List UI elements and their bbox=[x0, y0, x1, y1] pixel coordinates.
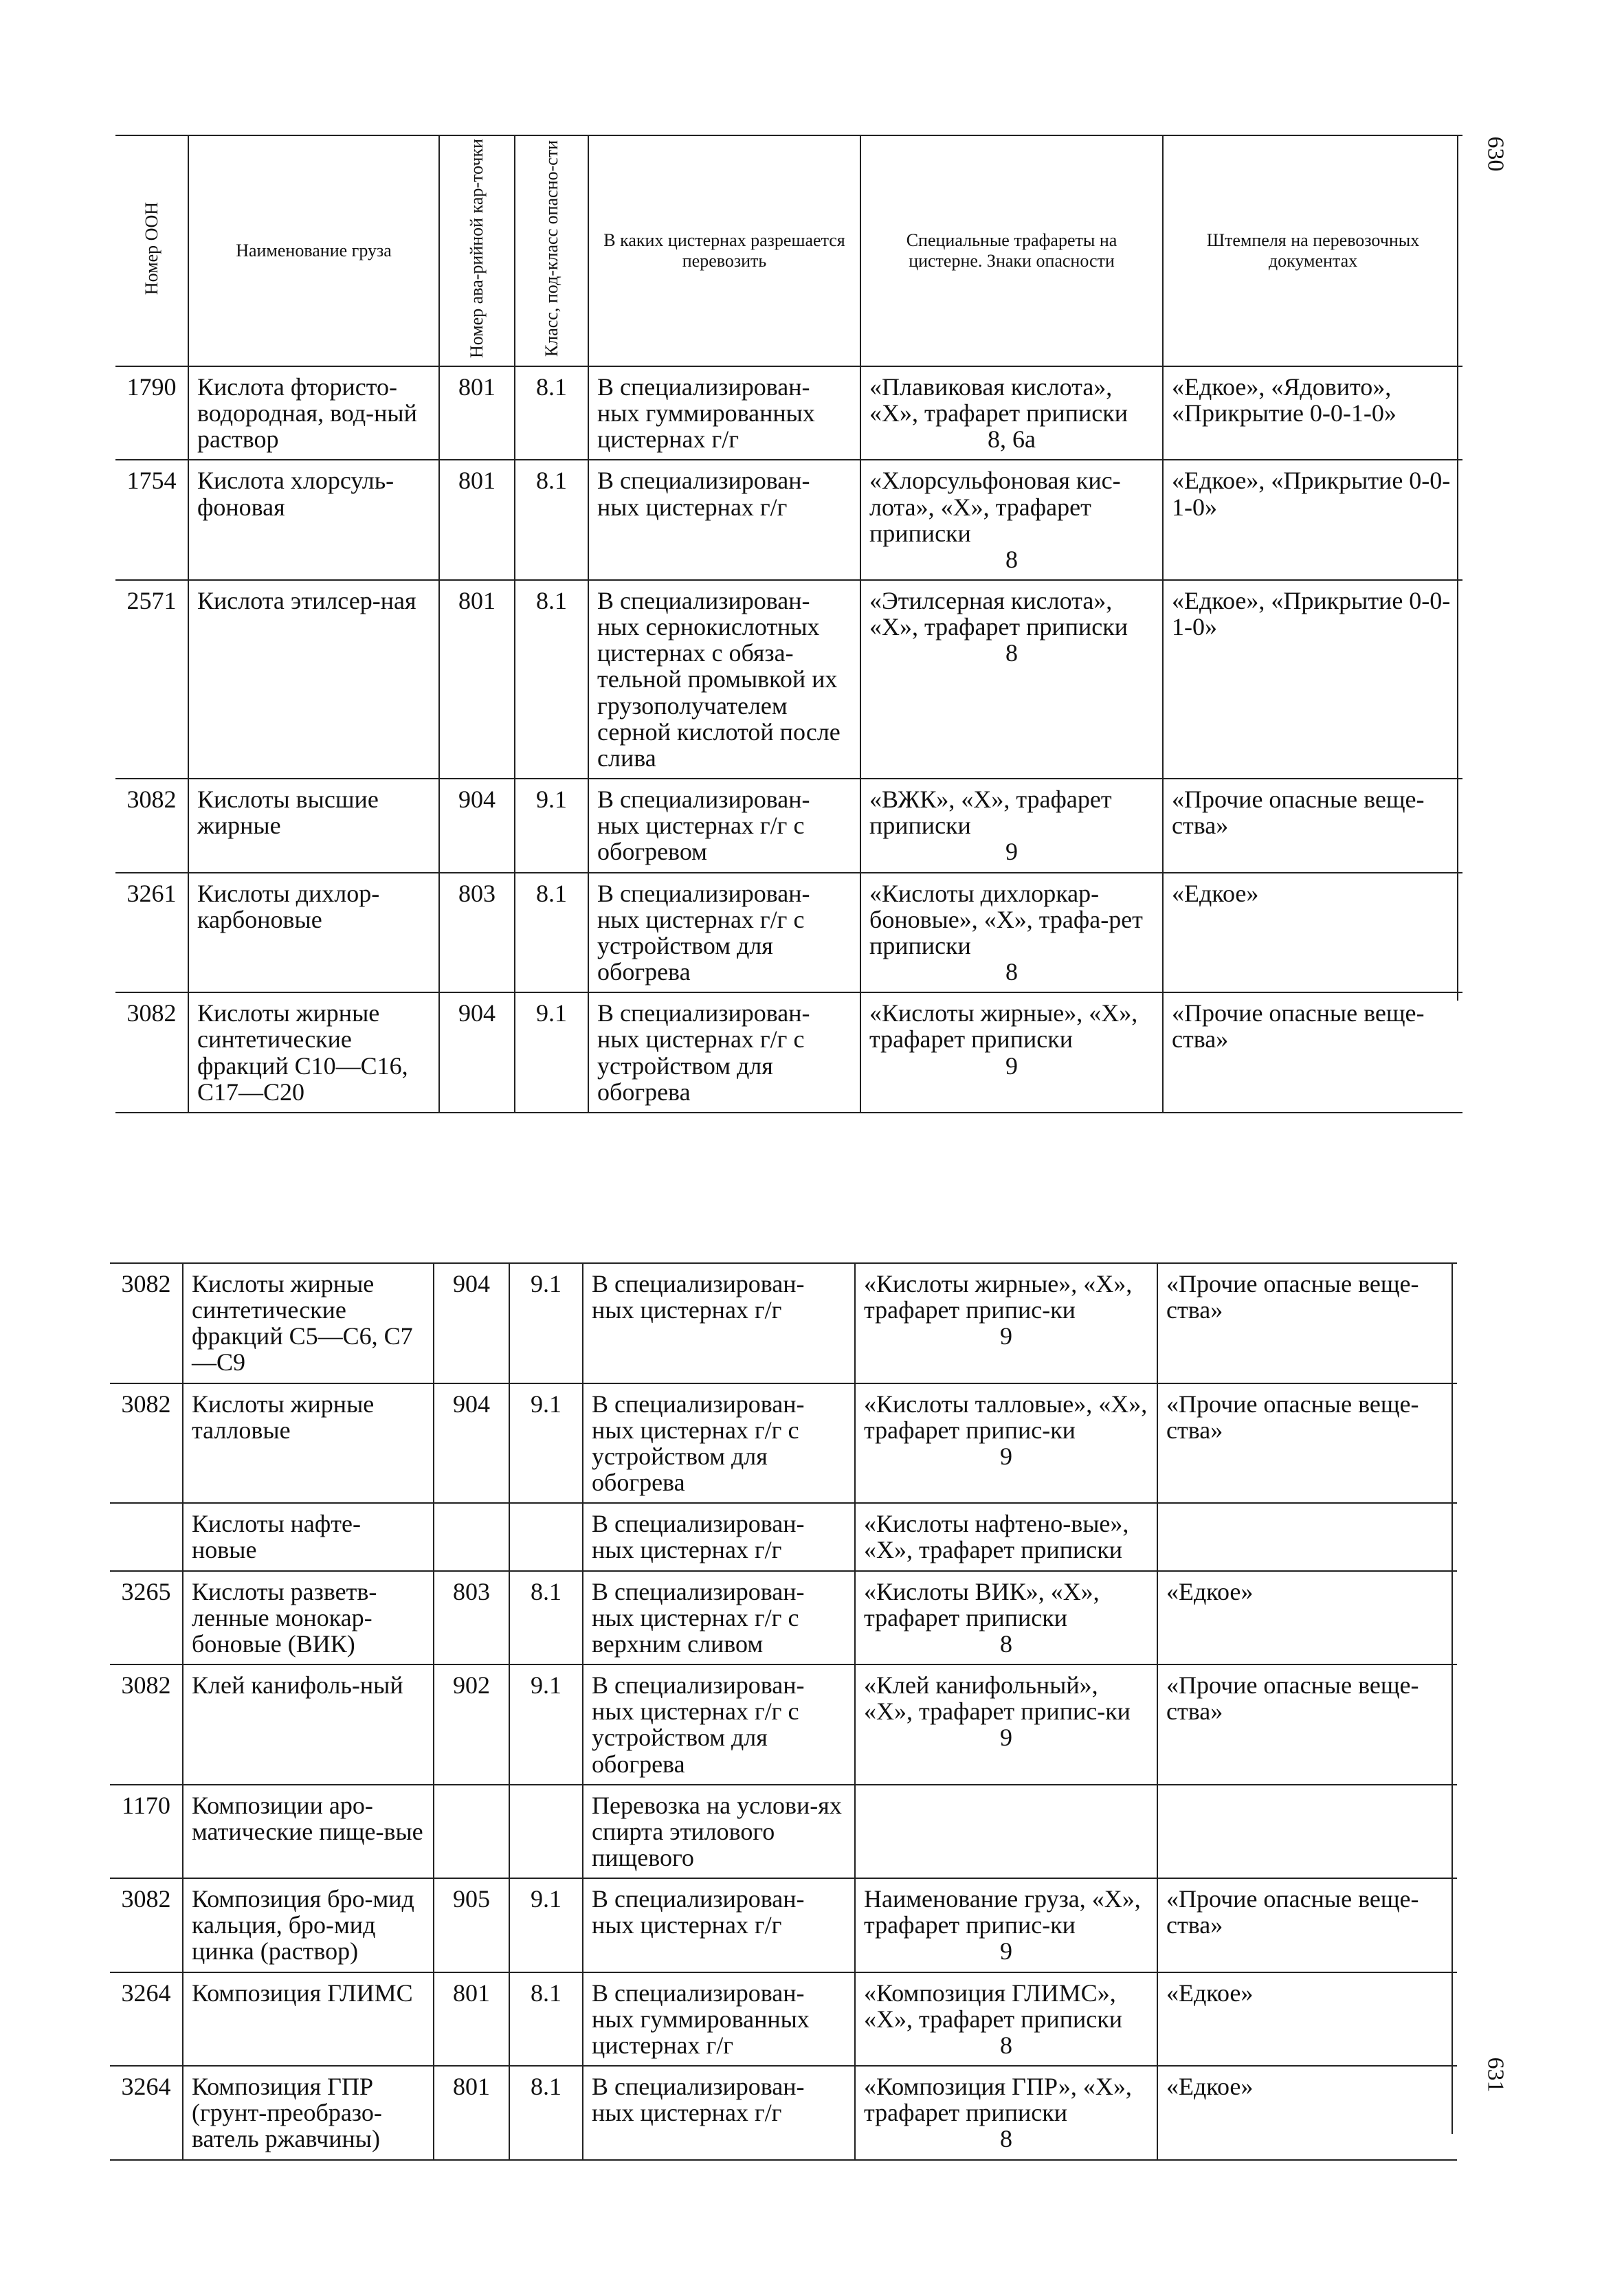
cell-stamp: «Едкое» bbox=[1157, 1571, 1457, 1664]
cell-stencil bbox=[860, 580, 1163, 779]
stencil-text: «Кислоты нафтено-вые», «Х», трафарет приписки bbox=[864, 1510, 1129, 1564]
stencil-text: «ВЖК», «Х», трафарет приписки bbox=[869, 786, 1112, 840]
cargo-table-lower bbox=[110, 1262, 1457, 2161]
cell-cargo-name: Кислоты высшие жирные bbox=[188, 779, 439, 872]
stencil-text: «Кислоты дихлоркар-боновые», «Х», трафа-рет приписки bbox=[869, 879, 1143, 959]
table-row bbox=[110, 1785, 1457, 1878]
cell-un-number: 3082 bbox=[110, 1263, 183, 1383]
cell-emergency-card bbox=[434, 1503, 509, 1570]
cell-emergency-card: 904 bbox=[439, 992, 515, 1113]
cell-emergency-card: 904 bbox=[434, 1383, 509, 1504]
cell-hazard-class: 9.1 bbox=[509, 1878, 583, 1972]
cell-hazard-class: 9.1 bbox=[515, 779, 588, 872]
hazard-sign: 8 bbox=[1005, 545, 1018, 573]
cell-cargo-name: Кислоты дихлор-карбоновые bbox=[188, 873, 439, 993]
stencil-text: «Композиция ГЛИМС», «Х», трафарет приписки bbox=[864, 1979, 1122, 2033]
cell-stamp: «Прочие опасные веще-ства» bbox=[1157, 1263, 1457, 1383]
cell-tanks: В специализирован-ных цистернах г/г bbox=[583, 2066, 855, 2159]
cell-tanks: В специализирован-ных цистернах г/г bbox=[583, 1503, 855, 1570]
cell-stamp: «Прочие опасные веще-ства» bbox=[1163, 779, 1462, 872]
table-body-lower bbox=[110, 1263, 1457, 2160]
header-tanks: В каких цистернах разрешается перевозить bbox=[588, 135, 860, 366]
cell-un-number: 3082 bbox=[115, 779, 188, 872]
cell-tanks: В специализирован-ных сернокислотных цистернах с обяза-тельной промывкой их грузополучателем серной кислотой после слива bbox=[588, 580, 860, 779]
header-cargo-name: Наименование груза bbox=[188, 135, 439, 366]
cell-stencil bbox=[855, 1972, 1157, 2066]
cell-stencil bbox=[855, 1503, 1157, 1570]
hazard-sign: 9 bbox=[1000, 1442, 1012, 1470]
page-number-bottom: 631 bbox=[1482, 2057, 1509, 2093]
header-stamps: Штемпеля на перевозочных документах bbox=[1163, 135, 1462, 366]
stencil-text: Наименование груза, «Х», трафарет припис-ки bbox=[864, 1885, 1141, 1939]
cell-cargo-name: Композиции аро-матические пище-вые bbox=[183, 1785, 434, 1878]
cell-stencil bbox=[855, 1785, 1157, 1878]
stencil-text: «Композиция ГПР», «Х», трафарет приписки bbox=[864, 2073, 1132, 2127]
cell-hazard-class: 8.1 bbox=[509, 2066, 583, 2159]
cell-stencil bbox=[855, 1383, 1157, 1504]
cell-stamp: «Едкое» bbox=[1163, 873, 1462, 993]
cell-stamp bbox=[1157, 1785, 1457, 1878]
cell-un-number: 1754 bbox=[115, 460, 188, 580]
cell-hazard-class: 9.1 bbox=[509, 1263, 583, 1383]
table-row bbox=[110, 1503, 1457, 1570]
cell-cargo-name: Кислоты жирные синтетические фракций C5—C6, C7—C9 bbox=[183, 1263, 434, 1383]
hazard-sign: 9 bbox=[1005, 838, 1018, 866]
table-row bbox=[110, 1383, 1457, 1504]
stencil-text: «Плавиковая кислота», «Х», трафарет приписки bbox=[869, 372, 1128, 427]
cell-tanks: В специализирован-ных цистернах г/г с устройством для обогрева bbox=[583, 1383, 855, 1504]
cell-stamp: «Прочие опасные веще-ства» bbox=[1157, 1383, 1457, 1504]
cell-emergency-card: 904 bbox=[439, 779, 515, 872]
cell-un-number: 3082 bbox=[110, 1878, 183, 1972]
cell-tanks: В специализирован-ных гуммированных цистернах г/г bbox=[588, 366, 860, 460]
hazard-sign: 8, 6а bbox=[988, 425, 1036, 454]
cell-un-number: 3082 bbox=[115, 992, 188, 1113]
cell-tanks: В специализирован-ных цистернах г/г с устройством для обогрева bbox=[588, 992, 860, 1113]
cell-tanks: В специализирован-ных цистернах г/г с устройством для обогрева bbox=[588, 873, 860, 993]
cell-stencil bbox=[855, 1664, 1157, 1785]
table-row bbox=[115, 580, 1462, 779]
cell-stamp bbox=[1157, 1503, 1457, 1570]
cell-un-number: 3264 bbox=[110, 1972, 183, 2066]
cell-un-number: 3082 bbox=[110, 1383, 183, 1504]
cell-cargo-name: Кислоты жирные синтетические фракций C10—C16, C17—C20 bbox=[188, 992, 439, 1113]
cell-stamp: «Едкое», «Прикрытие 0-0-1-0» bbox=[1163, 580, 1462, 779]
cell-stamp: «Прочие опасные веще-ства» bbox=[1157, 1664, 1457, 1785]
cell-cargo-name: Клей канифоль-ный bbox=[183, 1664, 434, 1785]
hazard-sign: 8 bbox=[1000, 1629, 1012, 1658]
table-row bbox=[115, 779, 1462, 872]
cell-stencil bbox=[855, 1878, 1157, 1972]
cell-stencil bbox=[860, 992, 1163, 1113]
cell-emergency-card: 801 bbox=[439, 366, 515, 460]
header-stencils: Специальные трафареты на цистерне. Знаки опасности bbox=[860, 135, 1163, 366]
cell-stamp: «Едкое», «Ядовито», «Прикрытие 0-0-1-0» bbox=[1163, 366, 1462, 460]
hazard-sign: 9 bbox=[1000, 1724, 1012, 1752]
table-row bbox=[110, 1571, 1457, 1664]
hazard-sign: 9 bbox=[1000, 1322, 1012, 1350]
cell-cargo-name: Кислота этилсер-ная bbox=[188, 580, 439, 779]
cell-un-number: 1170 bbox=[110, 1785, 183, 1878]
hazard-sign: 9 bbox=[1005, 1051, 1018, 1080]
cell-stencil bbox=[860, 460, 1163, 580]
cell-emergency-card: 902 bbox=[434, 1664, 509, 1785]
cell-hazard-class bbox=[509, 1503, 583, 1570]
cell-tanks: В специализирован-ных цистернах г/г bbox=[583, 1878, 855, 1972]
table-header bbox=[115, 135, 1462, 366]
cell-cargo-name: Кислоты нафте-новые bbox=[183, 1503, 434, 1570]
stencil-text: «Кислоты жирные», «Х», трафарет припис-ки bbox=[864, 1270, 1133, 1324]
header-hazard-class: Класс, под-класс опасно-сти bbox=[515, 135, 588, 366]
cell-hazard-class bbox=[509, 1785, 583, 1878]
cell-un-number: 3261 bbox=[115, 873, 188, 993]
cell-stencil bbox=[860, 779, 1163, 872]
cell-tanks: В специализирован-ных цистернах г/г bbox=[583, 1263, 855, 1383]
cell-hazard-class: 8.1 bbox=[515, 873, 588, 993]
cell-tanks: Перевозка на услови-ях спирта этилового пищевого bbox=[583, 1785, 855, 1878]
cell-un-number bbox=[110, 1503, 183, 1570]
hazard-sign: 9 bbox=[1000, 1937, 1012, 1965]
cell-tanks: В специализирован-ных цистернах г/г с верхним сливом bbox=[583, 1571, 855, 1664]
cell-emergency-card: 801 bbox=[434, 1972, 509, 2066]
table-row bbox=[115, 460, 1462, 580]
cell-stencil bbox=[855, 1571, 1157, 1664]
stencil-text: «Этилсерная кислота», «Х», трафарет приписки bbox=[869, 587, 1128, 641]
hazard-sign: 8 bbox=[1005, 639, 1018, 667]
cell-tanks: В специализирован-ных цистернах г/г bbox=[588, 460, 860, 580]
cell-cargo-name: Композиция ГПР (грунт-преобразо-ватель ржавчины) bbox=[183, 2066, 434, 2159]
cell-tanks: В специализирован-ных цистернах г/г с устройством для обогрева bbox=[583, 1664, 855, 1785]
cell-emergency-card: 905 bbox=[434, 1878, 509, 1972]
cell-cargo-name: Композиция бро-мид кальция, бро-мид цинка (раствор) bbox=[183, 1878, 434, 1972]
cell-stencil bbox=[860, 366, 1163, 460]
cell-stamp: «Прочие опасные веще-ства» bbox=[1157, 1878, 1457, 1972]
cell-cargo-name: Кислота фтористо-водородная, вод-ный раствор bbox=[188, 366, 439, 460]
cell-hazard-class: 9.1 bbox=[509, 1383, 583, 1504]
cargo-table-upper bbox=[115, 135, 1462, 1113]
table-row bbox=[110, 1664, 1457, 1785]
table-row bbox=[115, 366, 1462, 460]
cell-stamp: «Едкое» bbox=[1157, 1972, 1457, 2066]
cell-hazard-class: 8.1 bbox=[515, 580, 588, 779]
header-un-number: Номер ООН bbox=[115, 135, 188, 366]
hazard-sign: 8 bbox=[1000, 2125, 1012, 2153]
table-row bbox=[110, 1263, 1457, 1383]
cell-hazard-class: 9.1 bbox=[509, 1664, 583, 1785]
cell-emergency-card: 803 bbox=[434, 1571, 509, 1664]
cell-hazard-class: 8.1 bbox=[515, 366, 588, 460]
cell-hazard-class: 8.1 bbox=[509, 1571, 583, 1664]
cell-cargo-name: Кислоты жирные талловые bbox=[183, 1383, 434, 1504]
stencil-text: «Хлорсульфоновая кис-лота», «Х», трафарет приписки bbox=[869, 467, 1121, 547]
table-row bbox=[115, 873, 1462, 993]
cell-emergency-card: 801 bbox=[434, 2066, 509, 2159]
page-number-top: 630 bbox=[1482, 136, 1509, 172]
table-row bbox=[115, 992, 1462, 1113]
cell-un-number: 1790 bbox=[115, 366, 188, 460]
hazard-sign: 8 bbox=[1005, 958, 1018, 986]
cell-tanks: В специализирован-ных гуммированных цистернах г/г bbox=[583, 1972, 855, 2066]
cell-stamp: «Едкое» bbox=[1157, 2066, 1457, 2159]
table-row bbox=[110, 2066, 1457, 2159]
cell-hazard-class: 8.1 bbox=[509, 1972, 583, 2066]
cell-emergency-card bbox=[434, 1785, 509, 1878]
cell-emergency-card: 801 bbox=[439, 460, 515, 580]
cell-stencil bbox=[860, 873, 1163, 993]
cell-emergency-card: 904 bbox=[434, 1263, 509, 1383]
table-row bbox=[110, 1878, 1457, 1972]
cell-stamp: «Прочие опасные веще-ства» bbox=[1163, 992, 1462, 1113]
cell-hazard-class: 8.1 bbox=[515, 460, 588, 580]
stencil-text: «Кислоты ВИК», «Х», трафарет приписки bbox=[864, 1577, 1100, 1631]
stencil-text: «Кислоты жирные», «Х», трафарет приписки bbox=[869, 999, 1138, 1054]
header-emergency-card: Номер ава-рийной кар-точки bbox=[439, 135, 515, 366]
table-body-upper bbox=[115, 366, 1462, 1113]
cell-cargo-name: Кислоты разветв-ленные монокар-боновые (ВИК) bbox=[183, 1571, 434, 1664]
cell-emergency-card: 801 bbox=[439, 580, 515, 779]
hazard-sign: 8 bbox=[1000, 2031, 1012, 2059]
cell-stamp: «Едкое», «Прикрытие 0-0-1-0» bbox=[1163, 460, 1462, 580]
cell-un-number: 3082 bbox=[110, 1664, 183, 1785]
cell-stencil bbox=[855, 2066, 1157, 2159]
cell-un-number: 2571 bbox=[115, 580, 188, 779]
table-row bbox=[110, 1972, 1457, 2066]
cell-cargo-name: Композиция ГЛИМС bbox=[183, 1972, 434, 2066]
cell-un-number: 3265 bbox=[110, 1571, 183, 1664]
cell-stencil bbox=[855, 1263, 1157, 1383]
cell-tanks: В специализирован-ных цистернах г/г с обогревом bbox=[588, 779, 860, 872]
stencil-text: «Кислоты талловые», «Х», трафарет припис-ки bbox=[864, 1390, 1148, 1444]
cell-un-number: 3264 bbox=[110, 2066, 183, 2159]
cell-emergency-card: 803 bbox=[439, 873, 515, 993]
cell-hazard-class: 9.1 bbox=[515, 992, 588, 1113]
stencil-text: «Клей канифольный», «Х», трафарет припис-ки bbox=[864, 1671, 1131, 1726]
cell-cargo-name: Кислота хлорсуль-фоновая bbox=[188, 460, 439, 580]
